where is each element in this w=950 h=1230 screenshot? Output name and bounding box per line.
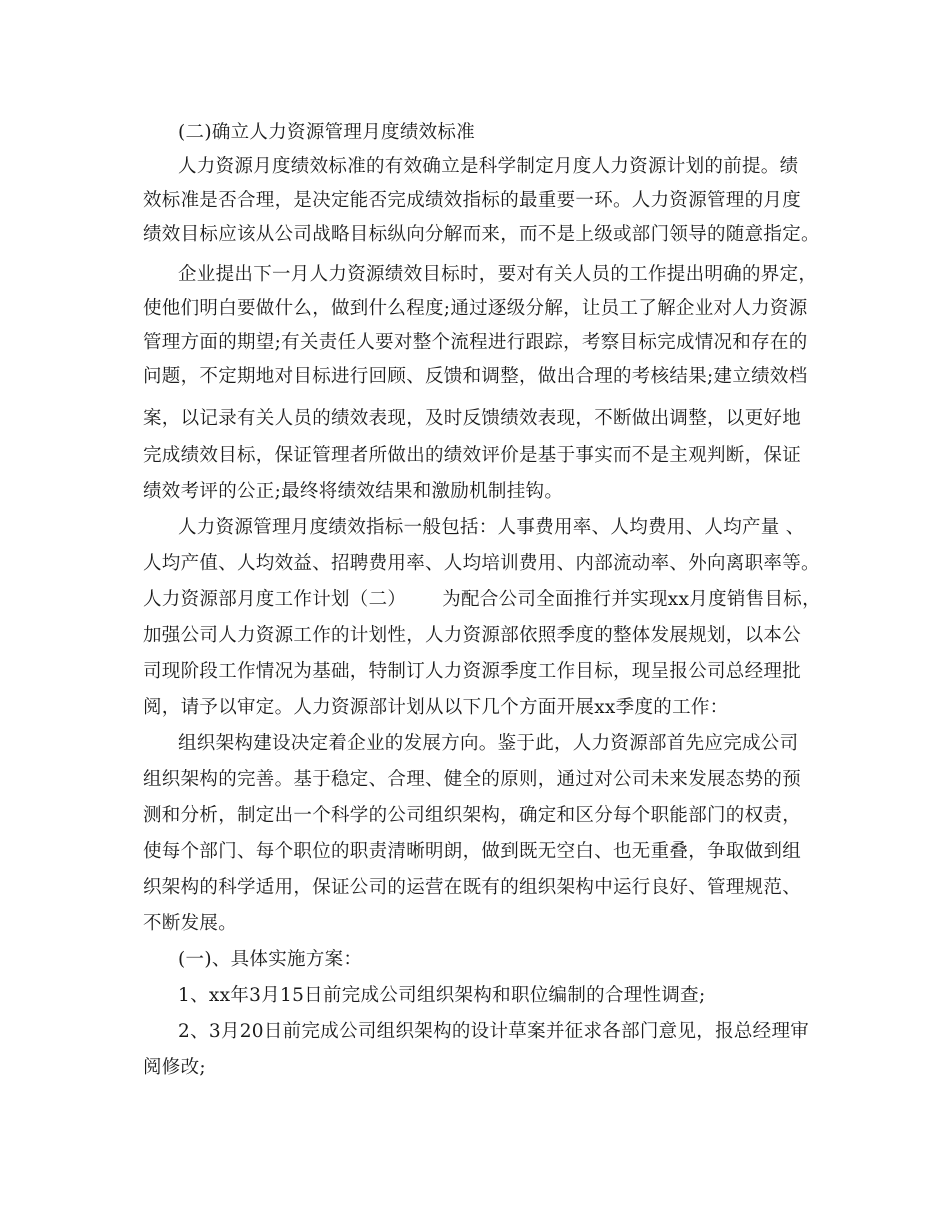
paragraph-line: 阅，请予以审定。人力资源部计划从以下几个方面开展xx季度的工作： — [143, 697, 729, 718]
paragraph-line: 企业提出下一月人力资源绩效目标时，要对有关人员的工作提出明确的界定， — [178, 264, 818, 285]
paragraph-line: 司现阶段工作情况为基础，特制订人力资源季度工作目标，现呈报公司总经理批 — [143, 661, 802, 682]
paragraph-line: 组织架构建设决定着企业的发展方向。鉴于此，人力资源部首先应完成公司 — [178, 733, 799, 754]
paragraph-line: 人力资源管理月度绩效指标一般包括：人事费用率、人均费用、人均产量 、 — [178, 517, 805, 538]
paragraph-line: 绩效目标应该从公司战略目标纵向分解而来，而不是上级或部门领导的随意指定。 — [143, 224, 820, 245]
section-heading: (二)确立人力资源管理月度绩效标准 — [178, 122, 476, 143]
paragraph-line: 效标准是否合理，是决定能否完成绩效指标的最重要一环。人力资源管理的月度 — [143, 190, 802, 211]
subsection-heading: (一)、具体实施方案： — [178, 949, 363, 970]
paragraph-line: 不断发展。 — [143, 913, 238, 934]
paragraph-line: 织架构的科学适用，保证公司的运营在既有的组织架构中运行良好、管理规范、 — [143, 877, 802, 898]
list-item: 1、xx年3月15日前完成公司组织架构和职位编制的合理性调查; — [178, 985, 706, 1006]
paragraph-line: 案，以记录有关人员的绩效表现，及时反馈绩效表现，不断做出调整，以更好地 — [143, 408, 802, 429]
paragraph-line: 组织架构的完善。基于稳定、合理、健全的原则，通过对公司未来发展态势的预 — [143, 769, 802, 790]
paragraph-line — [143, 588, 821, 612]
paragraph-line: 人均产值、人均效益、招聘费用率、人均培训费用、内部流动率、外向离职率等。 — [143, 553, 820, 574]
paragraph-line: 使他们明白要做什么，做到什么程度;通过逐级分解，让员工了解企业对人力资源 — [143, 298, 808, 319]
list-item: 2、3月20日前完成公司组织架构的设计草案并征求各部门意见，报总经理审 — [178, 1021, 810, 1042]
plan-title: 人力资源部月度工作计划（二） — [143, 589, 407, 610]
paragraph-line: 测和分析，制定出一个科学的公司组织架构，确定和区分每个职能部门的权责， — [143, 805, 802, 826]
paragraph-line: 加强公司人力资源工作的计划性，人力资源部依照季度的整体发展规划，以本公 — [143, 625, 802, 646]
paragraph-line: 管理方面的期望;有关责任人要对整个流程进行跟踪，考察目标完成情况和存在的 — [143, 332, 808, 353]
paragraph-line: 阅修改; — [143, 1057, 206, 1078]
paragraph-line: 人力资源月度绩效标准的有效确立是科学制定月度人力资源计划的前提。绩 — [178, 156, 799, 177]
paragraph-line: 完成绩效目标，保证管理者所做出的绩效评价是基于事实而不是主观判断，保证 — [143, 445, 802, 466]
paragraph-line: 问题，不定期地对目标进行回顾、反馈和调整，做出合理的考核结果;建立绩效档 — [143, 366, 808, 387]
plan-intro: 为配合公司全面推行并实现xx月度销售目标， — [442, 589, 821, 610]
paragraph-line: 绩效考评的公正;最终将绩效结果和激励机制挂钩。 — [143, 481, 564, 502]
paragraph-line: 使每个部门、每个职位的职责清晰明朗，做到既无空白、也无重叠，争取做到组 — [143, 841, 802, 862]
